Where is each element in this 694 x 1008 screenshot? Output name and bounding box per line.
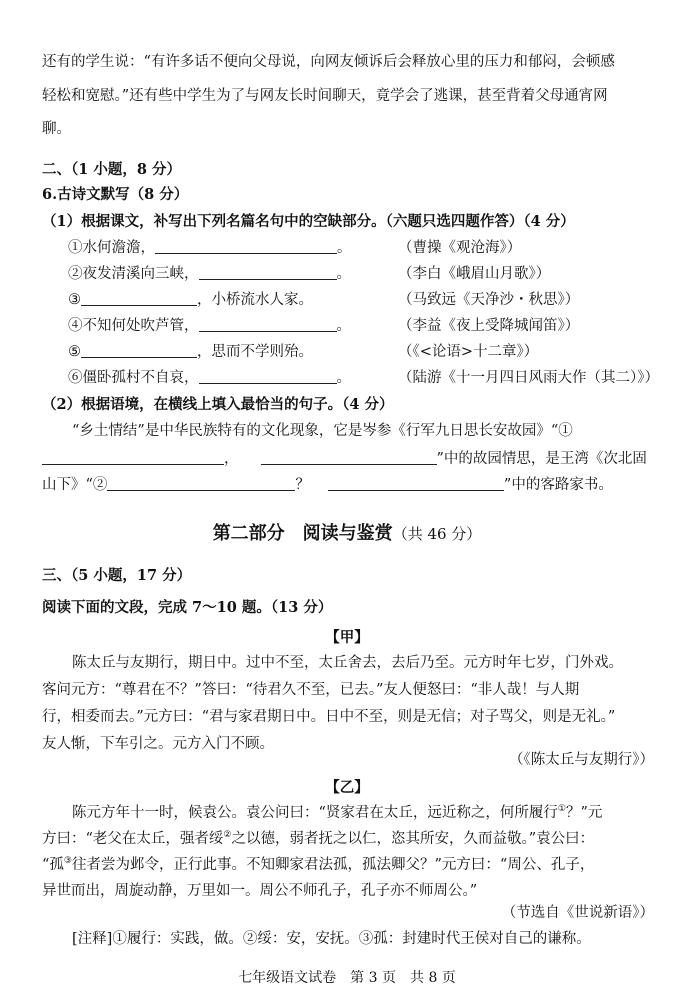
paragraph-text: ”中的客路家书。 <box>503 477 613 493</box>
answer-blank[interactable] <box>81 291 197 306</box>
item-source: （曹操《观沧海》） <box>398 240 522 256</box>
punctuation: ？ <box>295 477 310 493</box>
passage-source: （节选自《世说新语》） <box>501 905 654 921</box>
item-suffix: 。 <box>336 266 351 282</box>
passage-text: 陈元方年十一时，候袁公。袁公问曰：“贤家君在太丘，远近称之，何所履行 <box>72 805 558 821</box>
passage-line: 行，相委而去。”元方曰：“君与家君期日中。日中不至，则是无信；对子骂父，则是无礼。” <box>42 709 616 725</box>
passage-text: 往者尝为邺令，正行此事。不知卿家君法孤，孤法卿父？”元方曰：“周公、孔子， <box>72 857 595 873</box>
footnote-mark: ② <box>223 830 232 841</box>
sub-question-title: （2）根据语境，在横线上填入最恰当的句子。（4 分） <box>42 396 394 413</box>
punctuation: ， <box>224 451 239 467</box>
question-title: 6.古诗文默写（8 分） <box>42 186 189 203</box>
item-source: （陆游《十一月四日风雨大作（其二）》） <box>398 370 659 386</box>
passage-line <box>42 855 594 875</box>
item-prefix: ④不知何处吹芦管， <box>68 318 199 334</box>
item-prefix: ②夜发清溪向三峡， <box>68 266 199 282</box>
item-prefix: ⑤ <box>68 344 81 360</box>
passage-source: （《陈太丘与友期行》） <box>509 752 654 768</box>
page-footer: 七年级语文试卷 第 3 页 共 8 页 <box>238 970 456 986</box>
passage-label-jia: 【甲】 <box>325 629 369 646</box>
answer-blank[interactable] <box>81 343 197 358</box>
item-suffix: 。 <box>337 240 352 256</box>
item-prefix: ①水何澹澹， <box>68 240 155 256</box>
passage-line: 友人惭，下车引之。元方入门不顾。 <box>42 736 274 752</box>
passage-text: 之以德，弱者抚之以仁，恣其所安，久而益敬。”袁公曰： <box>231 831 595 847</box>
passage-line: 异世而出，周旋动静，万里如一。周公不师孔子，孔子亦不师周公。” <box>42 883 478 899</box>
recitation-item <box>68 264 351 284</box>
paragraph-line: 还有的学生说：“有许多话不便向父母说，向网友倾诉后会释放心里的压力和郁闷，会顿感 <box>42 54 615 70</box>
part-score: （共 46 分） <box>392 525 482 543</box>
answer-blank[interactable] <box>261 450 437 465</box>
item-source: （马致远《天净沙・秋思》） <box>398 292 580 308</box>
recitation-item <box>68 238 352 258</box>
item-suffix: 。 <box>336 318 351 334</box>
passage-label-yi: 【乙】 <box>325 779 369 796</box>
item-source: （李白《峨眉山月歌》） <box>398 266 551 282</box>
passage-line <box>42 829 594 849</box>
footnote-mark: ① <box>557 804 566 815</box>
recitation-item <box>68 316 351 336</box>
item-prefix: ③ <box>68 292 81 308</box>
answer-blank[interactable] <box>155 239 337 254</box>
passage-text: ？”元 <box>566 805 603 821</box>
answer-blank[interactable] <box>328 476 504 491</box>
passage-line: 客问元方：“尊君在不？”答曰：“待君久不至，已去。”友人便怒曰：“非人哉！与人期 <box>42 682 580 698</box>
reading-instruction: 阅读下面的文段，完成 7～10 题。（13 分） <box>42 599 333 616</box>
passage-text: “孤 <box>42 857 64 873</box>
answer-blank[interactable] <box>199 317 337 332</box>
paragraph-line: 轻松和宽慰。”还有些中学生为了与网友长时间聊天，竟学会了逃课，甚至背着父母通宵网 <box>42 88 608 104</box>
paragraph-line: “乡土情结”是中华民族特有的文化现象，它是岑参《行军九日思长安故园》“① <box>72 423 573 439</box>
item-suffix: ，思而不学则殆。 <box>197 344 313 360</box>
answer-blank[interactable] <box>107 476 295 491</box>
paragraph-line <box>42 449 647 469</box>
recitation-item <box>68 290 313 310</box>
annotation-notes: [注释]①履行：实践，做。②绥：安，安抚。③孤：封建时代王侯对自己的谦称。 <box>72 931 591 947</box>
part-title <box>0 524 694 544</box>
paragraph-text: ”中的故园情思，是王湾《次北固 <box>436 451 647 467</box>
section-heading: 二、（1 小题，8 分） <box>42 161 182 178</box>
item-suffix: 。 <box>336 370 351 386</box>
paragraph-text: 山下》“② <box>42 477 108 493</box>
answer-blank[interactable] <box>199 265 337 280</box>
answer-blank[interactable] <box>199 369 337 384</box>
footnote-mark: ③ <box>63 856 72 867</box>
item-suffix: ，小桥流水人家。 <box>197 292 313 308</box>
passage-line <box>72 803 602 823</box>
sub-question-title: （1）根据课文，补写出下列名篇名句中的空缺部分。（六题只选四题作答）（4 分） <box>42 213 575 230</box>
section-heading: 三、（5 小题，17 分） <box>42 567 192 584</box>
passage-line: 陈太丘与友期行，期日中。过中不至，太丘舍去，去后乃至。元方时年七岁，门外戏。 <box>72 655 623 671</box>
paragraph-line <box>42 475 613 495</box>
item-source: （《<论语>十二章》） <box>398 344 539 360</box>
recitation-item <box>68 368 351 388</box>
part-title-text: 第二部分 阅读与鉴赏 <box>212 523 393 544</box>
item-source: （李益《夜上受降城闻笛》） <box>398 318 580 334</box>
paragraph-line: 聊。 <box>42 121 71 137</box>
passage-text: 方曰：“老父在太丘，强者绥 <box>42 831 224 847</box>
item-prefix: ⑥僵卧孤村不自哀， <box>68 370 199 386</box>
recitation-item <box>68 342 313 362</box>
answer-blank[interactable] <box>42 450 224 465</box>
